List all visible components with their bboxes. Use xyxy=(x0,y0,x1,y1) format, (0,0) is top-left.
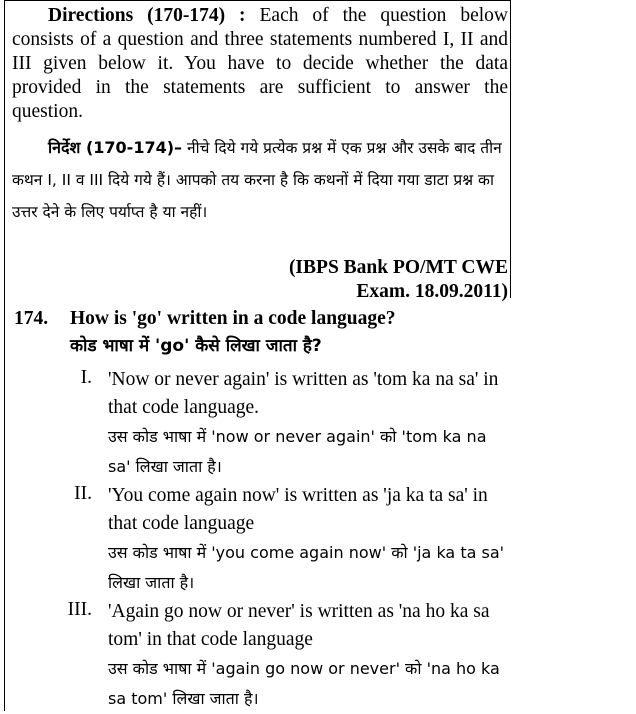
frame-right-border xyxy=(510,0,511,298)
exam-source-line1: (IBPS Bank PO/MT CWE xyxy=(288,257,508,278)
statement-english: 'You come again now' is written as 'ja ka ta sa' in that code language xyxy=(108,485,488,534)
directions-hindi xyxy=(12,132,508,228)
frame-left-border xyxy=(4,0,5,711)
statement-hindi: उस कोड भाषा में 'now or never again' को 'tom ka na sa' लिखा जाता है। xyxy=(108,427,487,476)
statement-label: I. xyxy=(80,367,92,388)
question-english: How is 'go' written in a code language? xyxy=(70,308,396,329)
exam-source-line2: Exam. 18.09.2011) xyxy=(356,281,508,302)
statement-english: 'Now or never again' is written as 'tom ka na sa' in that code language. xyxy=(108,369,499,418)
statement-hindi: उस कोड भाषा में 'you come again now' को 'ja ka ta sa' लिखा जाता है। xyxy=(108,543,505,592)
frame-top-border xyxy=(4,0,510,1)
statement-label: III. xyxy=(67,599,92,620)
question-number: 174. xyxy=(14,308,49,329)
directions-hindi-text: नीचे दिये गये प्रत्येक प्रश्न में एक प्रश्न और उसके बाद तीन कथन I, II व III दिये गये हैं। आपको तय करना है कि कथनों में दिया गया डाटा प्रश्न का उत्तर देने के लिए पर्याप्त है या नहीं। xyxy=(12,139,502,221)
statement-hindi: उस कोड भाषा में 'again go now or never' को 'na ho ka sa tom' लिखा जाता है। xyxy=(108,659,500,708)
directions-hindi-heading: निर्देश (170-174)– xyxy=(48,138,183,157)
directions-heading: Directions (170-174) : xyxy=(48,5,246,26)
question-hindi: कोड भाषा में 'go' कैसे लिखा जाता है? xyxy=(70,336,322,356)
directions-english xyxy=(12,4,508,124)
statement-english: 'Again go now or never' is written as 'na ho ka sa tom' in that code language xyxy=(108,601,490,650)
exam-source xyxy=(12,256,508,304)
directions-english-text: Each of the question below consists of a question and three statements numbered I, II and III given below it. You have to decide whether the data provided in the statements are sufficient to answer the question. xyxy=(12,5,509,122)
statement-label: II. xyxy=(74,483,92,504)
